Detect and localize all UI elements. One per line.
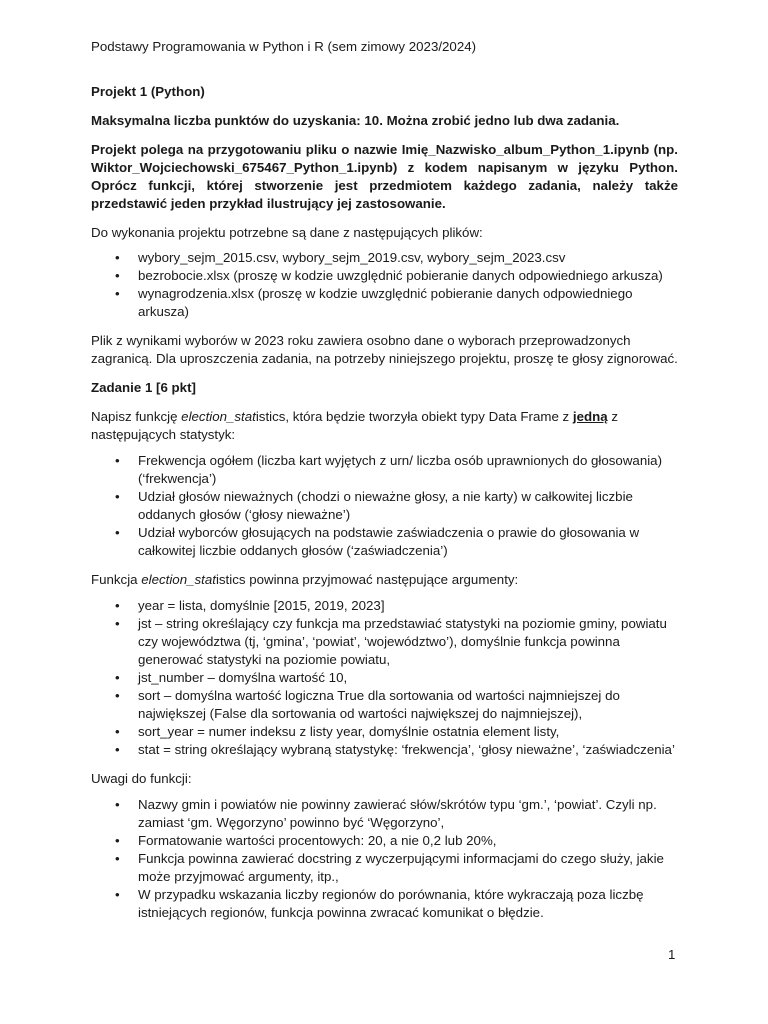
list-item: • year = lista, domyślnie [2015, 2019, 2023] [91,597,678,615]
list-item: • wybory_sejm_2015.csv, wybory_sejm_2019.csv, wybory_sejm_2023.csv [91,249,678,267]
list-item: • sort_year = numer indeksu z listy year, domyślnie ostatnia element listy, [91,723,678,741]
list-item: • Frekwencja ogółem (liczba kart wyjętych z urn/ liczba osób uprawnionych do głosowania) (‘frekwencja’) [91,452,678,488]
notes-title: Uwagi do funkcji: [91,771,192,786]
statistics-list [91,452,678,560]
task1-description: Napisz funkcję election_statistics, która będzie tworzyła obiekt typy Data Frame z jedną z następujących statystyk: [91,409,618,442]
list-item: • wynagrodzenia.xlsx (proszę w kodzie uwzględnić pobieranie danych odpowiedniego arkusza) [91,285,678,321]
list-item: • jst – string określający czy funkcja ma przedstawiać statystyki na poziomie gminy, powiatu czy województwa (tj, ‘gmina’, ‘powiat’, ‘województwo’), domyślnie funkcja powinna generować statystyki na poziomie powiatu, [91,615,678,669]
list-item: • stat = string określający wybraną statystykę: ‘frekwencja’, ‘głosy nieważne’, ‘zaświadczenia’ [91,741,678,759]
page-number: 1 [668,947,676,962]
arguments-intro: Funkcja election_statistics powinna przyjmować następujące argumenty: [91,572,519,587]
data-files-list [91,249,678,321]
function-name: election_stat [181,409,256,424]
project-title: Projekt 1 (Python) [91,84,205,99]
note-2023: Plik z wynikami wyborów w 2023 roku zawiera osobno dane o wyborach przeprowadzonych zagranicą. Dla uproszczenia zadania, na potrzeby niniejszego projektu, proszę te głosy zignorować. [91,333,678,366]
list-item: • W przypadku wskazania liczby regionów do porównania, które wykraczają poza liczbę istniejących regionów, funkcja powinna zwracać komunikat o błędzie. [91,886,678,922]
list-item: • sort – domyślna wartość logiczna True dla sortowania od wartości najmniejszej do największej (False dla sortowania od wartości największej do najmniejszej), [91,687,678,723]
data-files-intro: Do wykonania projektu potrzebne są dane z następujących plików: [91,225,483,240]
list-item: • Nazwy gmin i powiatów nie powinny zawierać słów/skrótów typu ‘gm.’, ‘powiat’. Czyli np. zamiast ‘gm. Węgorzyno’ powinno być ‘Węgorzyno’, [91,796,678,832]
list-item: • Udział wyborców głosujących na podstawie zaświadczenia o prawie do głosowania w całkowitej liczbie oddanych głosów (‘zaświadczenia’) [91,524,678,560]
list-item: • Funkcja powinna zawierać docstring z wyczerpującymi informacjami do czego służy, jakie może przyjmować argumenty, itp., [91,850,678,886]
max-points-note: Maksymalna liczba punktów do uzyskania: 10. Można zrobić jedno lub dwa zadania. [91,113,620,128]
project-intro: Projekt polega na przygotowaniu pliku o nazwie Imię_Nazwisko_album_Python_1.ipynb (np. Wiktor_Wojciechowski_675467_Python_1.ipynb) z kodem napisanym w języku Python. Oprócz funkcji, której stworzenie jest przedmiotem każdego zadania, należy także przedstawić jeden przykład ilustrujący jej zastosowanie. [91,142,678,211]
list-item: • bezrobocie.xlsx (proszę w kodzie uwzględnić pobieranie danych odpowiedniego arkusza) [91,267,678,285]
notes-list [91,796,678,922]
task1-title: Zadanie 1 [6 pkt] [91,380,196,395]
document-header: Podstawy Programowania w Python i R (sem zimowy 2023/2024) [91,39,477,54]
emphasis-underlined: jedną [572,409,608,424]
list-item: • Formatowanie wartości procentowych: 20, a nie 0,2 lub 20%, [91,832,678,850]
list-item: • Udział głosów nieważnych (chodzi o nieważne głosy, a nie karty) w całkowitej liczbie oddanych głosów (‘głosy nieważne’) [91,488,678,524]
arguments-list [91,597,678,759]
list-item: • jst_number – domyślna wartość 10, [91,669,678,687]
document-page [91,38,678,933]
function-name: election_stat [141,572,216,587]
